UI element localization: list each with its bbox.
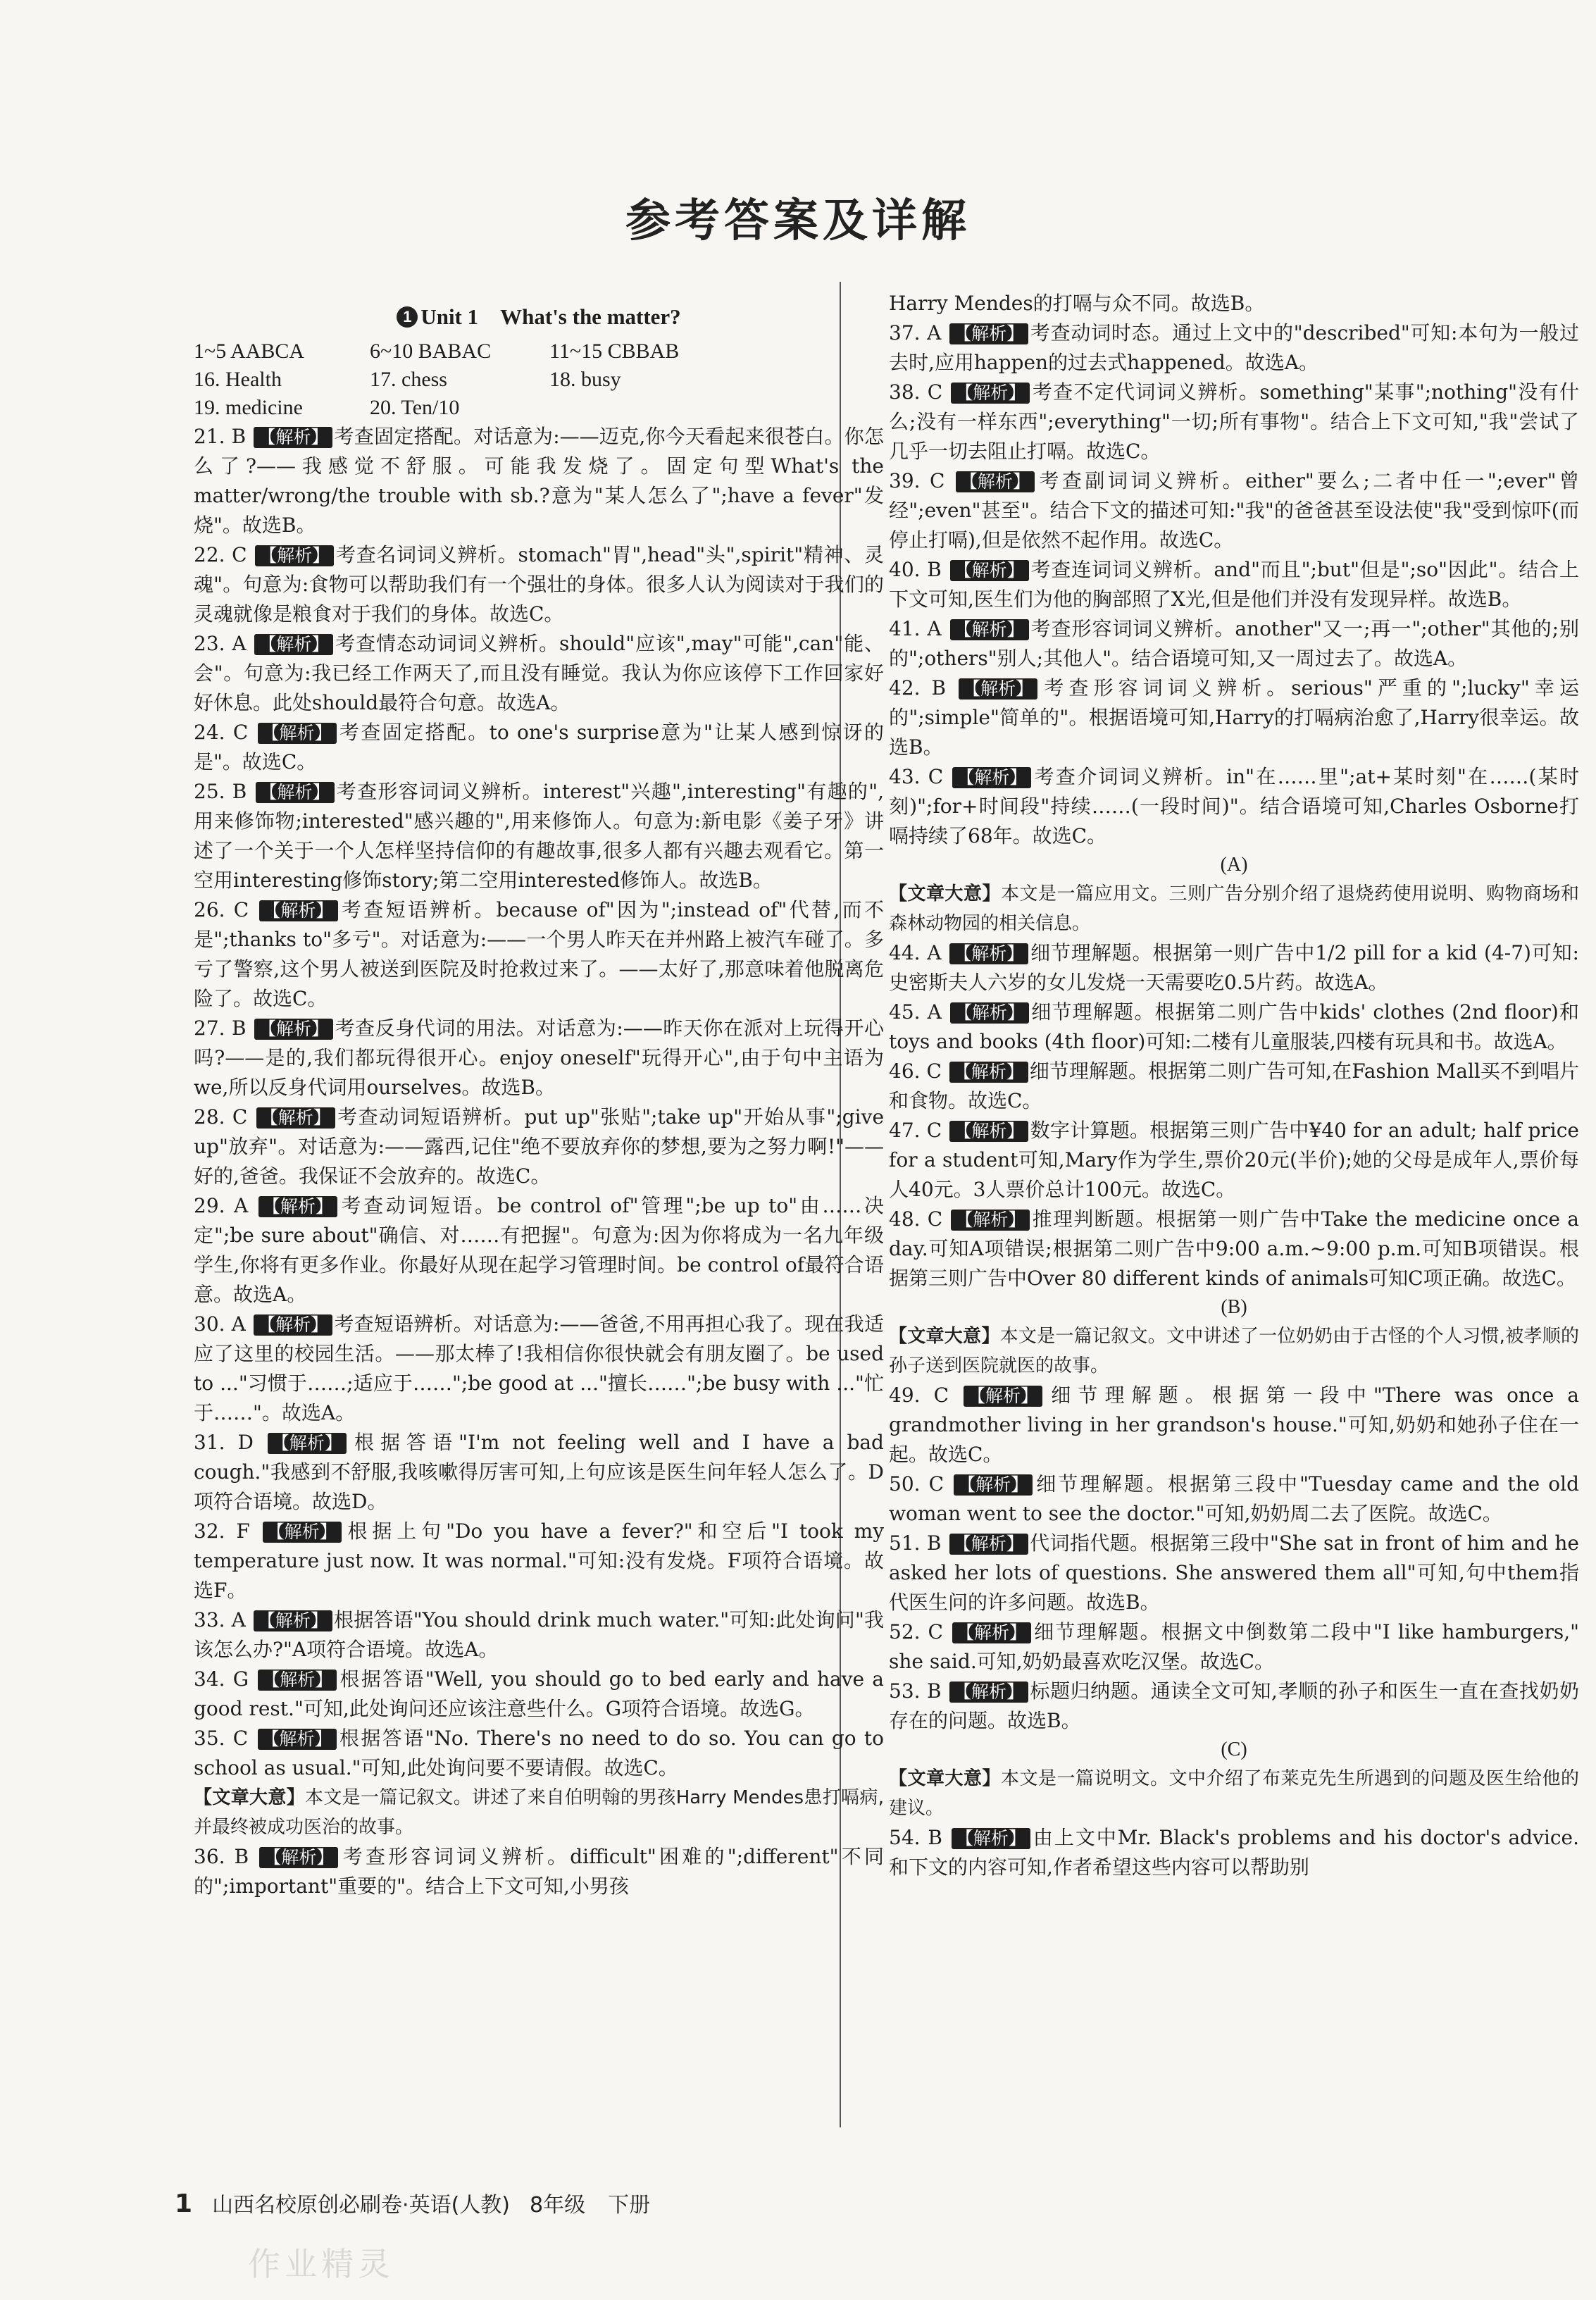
answer-entry bbox=[889, 938, 1579, 997]
answer-entry bbox=[889, 1057, 1579, 1116]
answer-number: 41. A bbox=[889, 617, 942, 640]
answer-number: 54. B bbox=[889, 1826, 942, 1849]
answer-entry bbox=[889, 1469, 1579, 1529]
explanation-text: 根据答语"No. There's no need to do so. You can go to school as usual."可知,此处询问要不要请假。故选C。 bbox=[194, 1727, 885, 1779]
answer-row bbox=[194, 394, 884, 422]
article-summary-a: 【文章大意】本文是一篇应用文。三则广告分别介绍了退烧药使用说明、购物商场和森林动物园的相关信息。 bbox=[889, 883, 1579, 934]
answer-entry bbox=[889, 673, 1579, 762]
answer-entry bbox=[889, 762, 1579, 851]
article-summary-c: 【文章大意】本文是一篇说明文。文中介绍了布莱克先生所遇到的问题及医生给他的建议。 bbox=[889, 1768, 1579, 1819]
analysis-tag: 【解析】 bbox=[950, 1002, 1029, 1024]
answer-number: 32. F bbox=[194, 1519, 250, 1543]
explanation-text: 考查短语辨析。对话意为:——爸爸,不用再担心我了。现在我适应了这里的校园生活。——那太棒了!我相信你很快就会有朋友圈了。be used to ..."习惯于……;适应于……";be good at ..."擅长……";be busy with ..."忙于……"。故选A。 bbox=[194, 1312, 885, 1424]
explanation-text: 考查动词短语辨析。put up"张贴";take up"开始从事";give up"放弃"。对话意为:——露西,记住"绝不要放弃你的梦想,要为之努力啊!"——好的,爸爸。我保证不会放弃的。故选C。 bbox=[194, 1105, 885, 1188]
answer-entry bbox=[194, 1665, 884, 1724]
analysis-tag: 【解析】 bbox=[254, 1610, 332, 1631]
explanation-text: 细节理解题。根据第二则广告可知,在Fashion Mall买不到唱片和食物。故选C。 bbox=[889, 1059, 1580, 1112]
explanation-text: 考查情态动词词义辨析。should"应该",may"可能",can"能、会"。句意为:我已经工作两天了,而且没有睡觉。我认为你应该停下工作回家好好休息。此处should最符合句意。故选A。 bbox=[194, 632, 884, 714]
answer-entry bbox=[889, 1617, 1579, 1677]
grade-label: 8年级 bbox=[530, 2193, 586, 2218]
analysis-tag: 【解析】 bbox=[949, 323, 1028, 344]
answer-entry bbox=[194, 895, 884, 1014]
analysis-tag: 【解析】 bbox=[259, 1847, 338, 1868]
book-title: 山西名校原创必刷卷·英语(人教) bbox=[212, 2193, 511, 2218]
answer-number: 35. C bbox=[194, 1727, 249, 1750]
analysis-tag: 【解析】 bbox=[949, 943, 1028, 964]
answer-entry bbox=[194, 629, 884, 718]
answer-number: 29. A bbox=[194, 1194, 249, 1217]
answer-entry bbox=[889, 318, 1579, 378]
answer-cell: 16. Health bbox=[194, 368, 282, 391]
answer-entry bbox=[194, 718, 884, 777]
answer-entry bbox=[889, 614, 1579, 673]
page-number: 1 bbox=[175, 2189, 193, 2218]
explanation-text: 考查短语辨析。because of"因为";instead of"代替,而不是";thanks to"多亏"。对话意为:——一个男人昨天在并州路上被汽车碰了。多亏了警察,这个男人被送到医院及时抢救过来了。——太好了,那意味着他脱离危险了。故选C。 bbox=[194, 898, 885, 1010]
answer-number: 48. C bbox=[889, 1207, 943, 1231]
answer-entry bbox=[194, 1310, 884, 1428]
analysis-tag: 【解析】 bbox=[949, 1062, 1028, 1083]
answer-number: 21. B bbox=[194, 425, 247, 448]
answer-number: 31. D bbox=[194, 1431, 254, 1454]
answer-number: 43. C bbox=[889, 765, 944, 788]
answer-cell: 17. chess bbox=[370, 368, 447, 391]
section-c-entries bbox=[889, 1823, 1579, 1882]
explanation-text: 考查形容词词义辨析。another"又一;再一";other"其他的;别的";others"别人;其他人"。结合语境可知,又一周过去了。故选A。 bbox=[889, 617, 1579, 670]
analysis-tag: 【解析】 bbox=[952, 767, 1031, 788]
article-summary: 【文章大意】本文是一篇记叙文。讲述了来自伯明翰的男孩Harry Mendes患打嗝病,并最终被成功医治的故事。 bbox=[194, 1787, 884, 1838]
answer-cell: 6~10 BABAC bbox=[370, 340, 492, 363]
answer-number: 40. B bbox=[889, 558, 942, 581]
explanation-text: 细节理解题。根据第一段中"There was once a grandmother living in her grandson's house."可知,奶奶和她孙子住在一起。故选C。 bbox=[889, 1384, 1579, 1466]
analysis-tag: 【解析】 bbox=[949, 1121, 1028, 1142]
answer-entry bbox=[889, 997, 1579, 1057]
section-b-entries bbox=[889, 1381, 1579, 1736]
unit-number-badge: 1 bbox=[397, 306, 418, 328]
answer-number: 34. G bbox=[194, 1667, 249, 1691]
left-column bbox=[194, 289, 884, 1901]
explanation-text: 考查名词词义辨析。stomach"胃",head"头",spirit"精神、灵魂"。句意为:食物可以帮助我们有一个强壮的身体。很多人认为阅读对于我们的灵魂就像是粮食对于我们的身体。故选C。 bbox=[194, 543, 885, 626]
article-summary-b: 【文章大意】本文是一篇记叙文。文中讲述了一位奶奶由于古怪的个人习惯,被孝顺的孙子送到医院就医的故事。 bbox=[889, 1326, 1579, 1376]
answer-number: 26. C bbox=[194, 898, 249, 921]
answer-number: 24. C bbox=[194, 721, 249, 744]
answer-entry bbox=[194, 777, 884, 895]
analysis-tag: 【解析】 bbox=[256, 1107, 335, 1129]
answer-number: 39. C bbox=[889, 469, 945, 492]
continued-text: Harry Mendes的打嗝与众不同。故选B。 bbox=[889, 292, 1265, 315]
section-label-a: (A) bbox=[1220, 854, 1248, 876]
answer-number: 30. A bbox=[194, 1312, 246, 1336]
answer-entry bbox=[889, 555, 1579, 614]
analysis-tag: 【解析】 bbox=[956, 471, 1035, 492]
explanation-text: 根据答语"Well, you should go to bed early and have a good rest."可知,此处询问还应该注意些什么。G项符合语境。故选G。 bbox=[194, 1667, 884, 1720]
explanation-text: 数字计算题。根据第三则广告中¥40 for an adult; half price for a student可知,Mary作为学生,票价20元(半价);她的父母是成年人,票价每人40元。3人票价总计100元。故选C。 bbox=[889, 1119, 1579, 1201]
answer-number: 42. B bbox=[889, 676, 947, 700]
unit-title-text: Unit 1 What's the matter? bbox=[420, 304, 681, 329]
analysis-tag: 【解析】 bbox=[952, 1622, 1031, 1643]
answer-number: 25. B bbox=[194, 780, 247, 803]
answer-number: 45. A bbox=[889, 1000, 942, 1024]
answer-number: 44. A bbox=[889, 941, 942, 964]
answer-entry bbox=[194, 1605, 884, 1665]
explanation-text: 由上文中Mr. Black's problems and his doctor's advice.和下文的内容可知,作者希望这些内容可以帮助别 bbox=[889, 1826, 1579, 1879]
answer-number: 47. C bbox=[889, 1119, 942, 1142]
answer-number: 53. B bbox=[889, 1679, 942, 1703]
unit-title bbox=[194, 299, 884, 330]
answer-number: 27. B bbox=[194, 1017, 247, 1040]
answer-number: 51. B bbox=[889, 1531, 942, 1555]
answer-number: 49. C bbox=[889, 1384, 949, 1407]
explanation-text: 考查动词时态。通过上文中的"described"可知:本句为一般过去时,应用happen的过去式happened。故选A。 bbox=[889, 321, 1580, 374]
analysis-tag: 【解析】 bbox=[259, 900, 338, 921]
answer-entry bbox=[889, 1116, 1579, 1205]
answer-entry: 36. B 【解析】 考查形容词词义辨析。difficult"困难的";different"不同的";important"重要的"。结合上下文可知,小男孩 bbox=[194, 1845, 884, 1898]
explanation-text: 细节理解题。根据第二则广告中kids' clothes (2nd floor)和toys and books (4th floor)可知:二楼有儿童服装,四楼有玩具和书。故选A。 bbox=[889, 1000, 1579, 1053]
answer-cell: 20. Ten/10 bbox=[370, 396, 460, 419]
explanation-text: 推理判断题。根据第一则广告中Take the medicine once a day.可知A项错误;根据第二则广告中9:00 a.m.~9:00 p.m.可知B项错误。根据第三则广告中Over 80 different kinds of animals可知C项正确。故选C。 bbox=[889, 1207, 1579, 1290]
answer-entry bbox=[889, 1205, 1579, 1293]
answer-entry bbox=[194, 422, 884, 540]
answer-number: 38. C bbox=[889, 380, 943, 404]
answer-row bbox=[194, 337, 884, 366]
answer-entry bbox=[194, 1517, 884, 1605]
explanation-text: 考查不定代词词义辨析。something"某事";nothing"没有什么;没有一样东西";everything"一切;所有事物"。结合上下文可知,"我"尝试了几乎一切去阻止打嗝。故选C。 bbox=[889, 380, 1579, 463]
answer-number: 37. A bbox=[889, 321, 942, 344]
analysis-tag: 【解析】 bbox=[258, 1670, 337, 1691]
answer-number: 52. C bbox=[889, 1620, 943, 1643]
answer-number: 46. C bbox=[889, 1059, 942, 1083]
answer-entry bbox=[194, 1014, 884, 1102]
analysis-tag: 【解析】 bbox=[254, 1314, 332, 1336]
explanation-text: 根据上句"Do you have a fever?"和空后"I took my temperature just now. It was normal."可知:没有发烧。F项符合语境。故选F。 bbox=[194, 1519, 885, 1602]
analysis-tag: 【解析】 bbox=[268, 1433, 347, 1454]
explanation-text: 考查介词词义辨析。in"在……里";at+某时刻"在……(某时刻)";for+时间段"持续……(一段时间)"。结合语境可知,Charles Osborne打嗝持续了68年。故选C。 bbox=[889, 765, 1579, 847]
right-entries bbox=[889, 318, 1579, 851]
analysis-tag: 【解析】 bbox=[949, 1534, 1028, 1555]
explanation-text: 根据答语"I'm not feeling well and I have a bad cough."我感到不舒服,我咳嗽得厉害可知,上句应该是医生问年轻人怎么了。D项符合语境。故选D。 bbox=[194, 1431, 884, 1513]
analysis-tag: 【解析】 bbox=[964, 1386, 1042, 1407]
analysis-tag: 【解析】 bbox=[951, 1210, 1030, 1231]
explanation-text: 标题归纳题。通读全文可知,孝顺的孙子和医生一直在查找奶奶存在的问题。故选B。 bbox=[889, 1679, 1579, 1732]
answer-entry bbox=[889, 1677, 1579, 1736]
explanation-text: 考查动词短语。be control of"管理";be up to"由……决定";be sure about"确信、对……有把握"。句意为:因为你将成为一名九年级学生,你将有更多作业。你最好从现在起学习管理时间。be control of最符合语意。故选A。 bbox=[194, 1194, 884, 1306]
analysis-tag: 【解析】 bbox=[949, 1682, 1028, 1703]
right-column bbox=[889, 289, 1579, 1882]
analysis-tag: 【解析】 bbox=[258, 1196, 337, 1217]
page-title: 参考答案及详解 bbox=[625, 195, 971, 247]
explanation-text: 考查形容词词义辨析。interest"兴趣",interesting"有趣的",用来修饰物;interested"感兴趣的",用来修饰人。句意为:新电影《姜子牙》讲述了一个关于一个人怎样坚持信仰的有趣故事,很多人都有兴趣去观看它。第一空用interesting修饰story;第二空用interested修饰人。故选B。 bbox=[194, 780, 884, 892]
answer-row bbox=[194, 366, 884, 394]
explanation-text: 考查固定搭配。to one's surprise意为"让某人感到惊讶的是"。故选C。 bbox=[194, 721, 885, 773]
section-label-b: (B) bbox=[1221, 1296, 1247, 1318]
analysis-tag: 【解析】 bbox=[258, 723, 337, 744]
answer-number: 23. A bbox=[194, 632, 247, 655]
volume-label: 下册 bbox=[608, 2193, 651, 2218]
analysis-tag: 【解析】 bbox=[254, 1019, 333, 1040]
analysis-tag: 【解析】 bbox=[959, 678, 1037, 700]
explanation-text: 细节理解题。根据第三段中"Tuesday came and the old woman went to see the doctor."可知,奶奶周二去了医院。故选C。 bbox=[889, 1472, 1579, 1525]
analysis-tag: 【解析】 bbox=[950, 619, 1029, 640]
answer-cell: 19. medicine bbox=[194, 396, 303, 419]
analysis-tag: 【解析】 bbox=[256, 782, 335, 803]
answer-number: 28. C bbox=[194, 1105, 248, 1129]
left-entries bbox=[194, 422, 884, 1783]
answer-cell: 18. busy bbox=[549, 368, 621, 391]
answer-entry bbox=[889, 1823, 1579, 1882]
answer-entry bbox=[889, 378, 1579, 466]
analysis-tag: 【解析】 bbox=[952, 1828, 1030, 1849]
analysis-tag: 【解析】 bbox=[954, 1474, 1033, 1496]
answer-number: 22. C bbox=[194, 543, 247, 566]
explanation-text: 细节理解题。根据第一则广告中1/2 pill for a kid (4-7)可知:史密斯夫人六岁的女儿发烧一天需要吃0.5片药。故选A。 bbox=[889, 941, 1579, 994]
analysis-tag: 【解析】 bbox=[255, 545, 334, 566]
answer-entry bbox=[194, 1191, 884, 1310]
explanation-text: 细节理解题。根据文中倒数第二段中"I like hamburgers," she said.可知,奶奶最喜欢吃汉堡。故选C。 bbox=[889, 1620, 1579, 1673]
page-footer bbox=[175, 2187, 650, 2218]
answer-entry bbox=[889, 1529, 1579, 1617]
answer-cell bbox=[549, 394, 743, 422]
watermark-logo: 作业精灵 bbox=[248, 2245, 394, 2283]
explanation-text: 考查连词词义辨析。and"而且";but"但是";so"因此"。结合上下文可知,医生们为他的胸部照了X光,但是他们并没有发现异样。故选B。 bbox=[889, 558, 1579, 611]
section-a-entries bbox=[889, 938, 1579, 1293]
explanation-text: 考查反身代词的用法。对话意为:——昨天你在派对上玩得开心吗?——是的,我们都玩得很开心。enjoy oneself"玩得开心",由于句中主语为we,所以反身代词用ourselves。故选B。 bbox=[194, 1017, 885, 1099]
analysis-tag: 【解析】 bbox=[950, 560, 1029, 581]
answer-entry bbox=[194, 540, 884, 629]
analysis-tag: 【解析】 bbox=[258, 1729, 337, 1750]
answer-key-block bbox=[194, 337, 884, 422]
answer-number: 33. A bbox=[194, 1608, 246, 1631]
analysis-tag: 【解析】 bbox=[254, 634, 333, 655]
answer-entry bbox=[889, 466, 1579, 555]
explanation-text: 考查副词词义辨析。either"要么;二者中任一";ever"曾经";even"甚至"。结合下文的描述可知:"我"的爸爸甚至设法使"我"受到惊吓(而停止打嗝),但是依然不起作用。故选C。 bbox=[889, 469, 1579, 552]
analysis-tag: 【解析】 bbox=[263, 1522, 342, 1543]
explanation-text: 考查固定搭配。对话意为:——迈克,你今天看起来很苍白。你怎么了?——我感觉不舒服。可能我发烧了。固定句型What's the matter/wrong/the trouble with sb.?意为"某人怎么了";have a fever"发烧"。故选B。 bbox=[194, 425, 884, 537]
answer-cell: 1~5 AABCA bbox=[194, 340, 305, 363]
analysis-tag: 【解析】 bbox=[951, 383, 1030, 404]
answer-entry bbox=[889, 1381, 1579, 1469]
answer-number: 50. C bbox=[889, 1472, 944, 1496]
section-label-c: (C) bbox=[1221, 1739, 1247, 1760]
analysis-tag: 【解析】 bbox=[254, 427, 332, 448]
answer-entry bbox=[194, 1428, 884, 1517]
answer-entry bbox=[194, 1724, 884, 1783]
explanation-text: 根据答语"You should drink much water."可知:此处询问"我该怎么办?"A项符合语境。故选A。 bbox=[194, 1608, 884, 1661]
explanation-text: 代词指代题。根据第三段中"She sat in front of him and he asked her lots of questions. She answered them all"可知,句中them指代医生问的许多问题。故选B。 bbox=[889, 1531, 1579, 1614]
answer-cell: 11~15 CBBAB bbox=[549, 340, 680, 363]
answer-entry bbox=[194, 1102, 884, 1191]
explanation-text: 考查形容词词义辨析。serious"严重的";lucky"幸运的";simple"简单的"。根据语境可知,Harry的打嗝病治愈了,Harry很幸运。故选B。 bbox=[889, 676, 1579, 759]
